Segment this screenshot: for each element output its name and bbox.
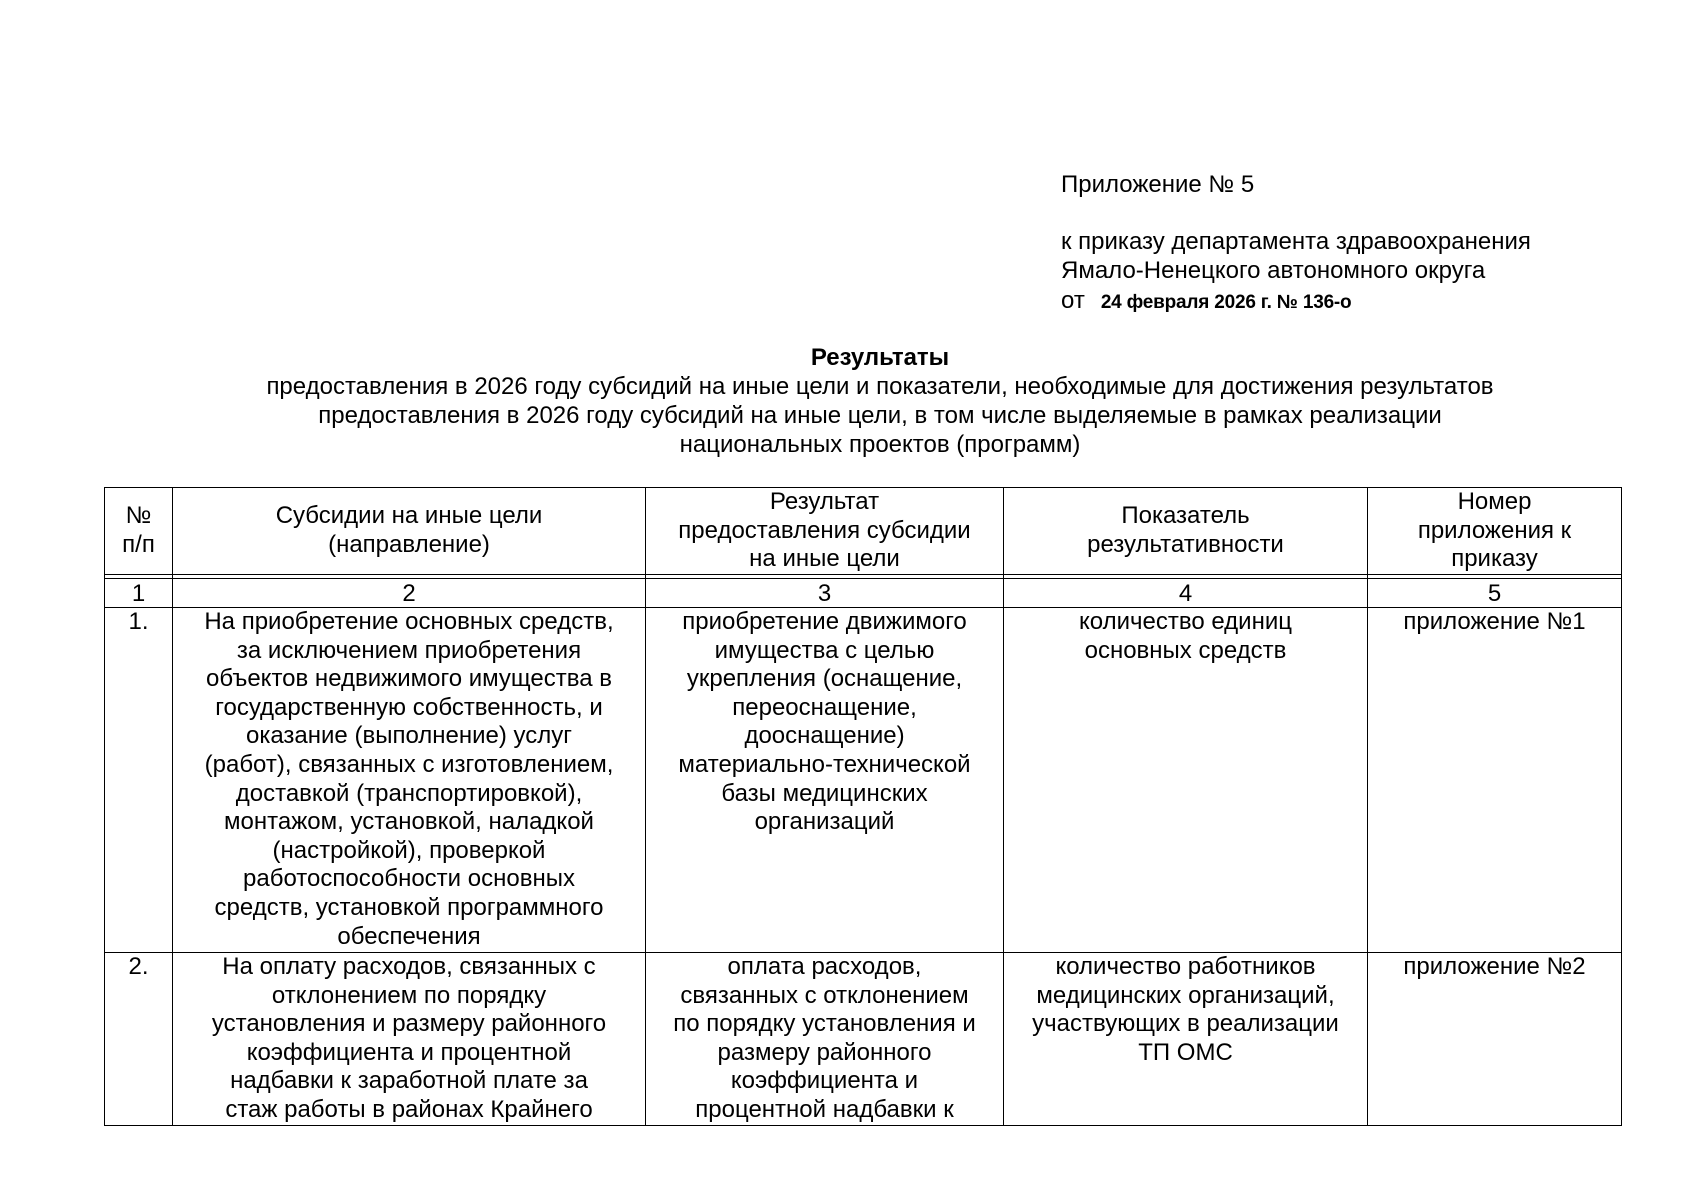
header-cell-appendix-number: Номер приложения к приказу	[1368, 488, 1622, 575]
document-subtitle-line-1: предоставления в 2026 году субсидий на иные цели и показатели, необходимые для достижения результатов	[266, 373, 1494, 400]
appendix-region-line: Ямало-Ненецкого автономного округа	[1061, 257, 1486, 284]
row-number-cell: 1.	[105, 608, 173, 953]
appendix-date-prefix: от	[1061, 287, 1085, 314]
appendix-order-line: к приказу департамента здравоохранения	[1061, 228, 1531, 255]
indicator-cell: количество работников медицинских организаций, участвующих в реализации ТП ОМС	[1004, 953, 1368, 1126]
column-number-cell: 2	[173, 579, 646, 608]
subsidy-cell: На приобретение основных средств, за исключением приобретения объектов недвижимого имущества в государственную собственность, и оказание (выполнение) услуг (работ), связанных с изготовлением, доставкой (транспортировкой), монтажом, установкой, наладкой (настройкой), проверкой работоспособности основных средств, установкой программного обеспечения	[173, 608, 646, 953]
table-header-row	[105, 488, 1622, 575]
table-row	[105, 608, 1622, 953]
document-title	[150, 343, 1610, 459]
results-table	[104, 487, 1622, 1126]
table-column-numbers-row	[105, 579, 1622, 608]
header-cell-number: № п/п	[105, 488, 173, 575]
appendix-title: Приложение № 5	[1061, 171, 1255, 198]
column-number-cell: 5	[1368, 579, 1622, 608]
column-number-cell: 1	[105, 579, 173, 608]
appendix-date-value: 24 февраля 2026 г. № 136-о	[1100, 292, 1352, 313]
header-cell-indicator: Показатель результативности	[1004, 488, 1368, 575]
indicator-cell: количество единиц основных средств	[1004, 608, 1368, 953]
appendix-ref-cell: приложение №2	[1368, 953, 1622, 1126]
header-cell-subsidy: Субсидии на иные цели (направление)	[173, 488, 646, 575]
appendix-date-line	[1061, 286, 1681, 317]
row-number-cell: 2.	[105, 953, 173, 1126]
column-number-cell: 3	[646, 579, 1004, 608]
table-row	[105, 953, 1622, 1126]
appendix-ref-cell: приложение №1	[1368, 608, 1622, 953]
document-subtitle-line-2: предоставления в 2026 году субсидий на иные цели, в том числе выделяемые в рамках реализации	[318, 402, 1442, 429]
document-subtitle-line-3: национальных проектов (программ)	[679, 431, 1081, 458]
header-cell-result: Результат предоставления субсидии на иные цели	[646, 488, 1004, 575]
subsidy-cell: На оплату расходов, связанных с отклонением по порядку установления и размеру районного коэффициента и процентной надбавки к заработной плате за стаж работы в районах Крайнего	[173, 953, 646, 1126]
result-cell: оплата расходов, связанных с отклонением по порядку установления и размеру районного коэффициента и процентной надбавки к	[646, 953, 1004, 1126]
column-number-cell: 4	[1004, 579, 1368, 608]
appendix-reference	[1061, 170, 1681, 317]
result-cell: приобретение движимого имущества с целью укрепления (оснащение, переоснащение, дооснащение) материально-технической базы медицинских организаций	[646, 608, 1004, 953]
document-heading: Результаты	[810, 344, 950, 371]
